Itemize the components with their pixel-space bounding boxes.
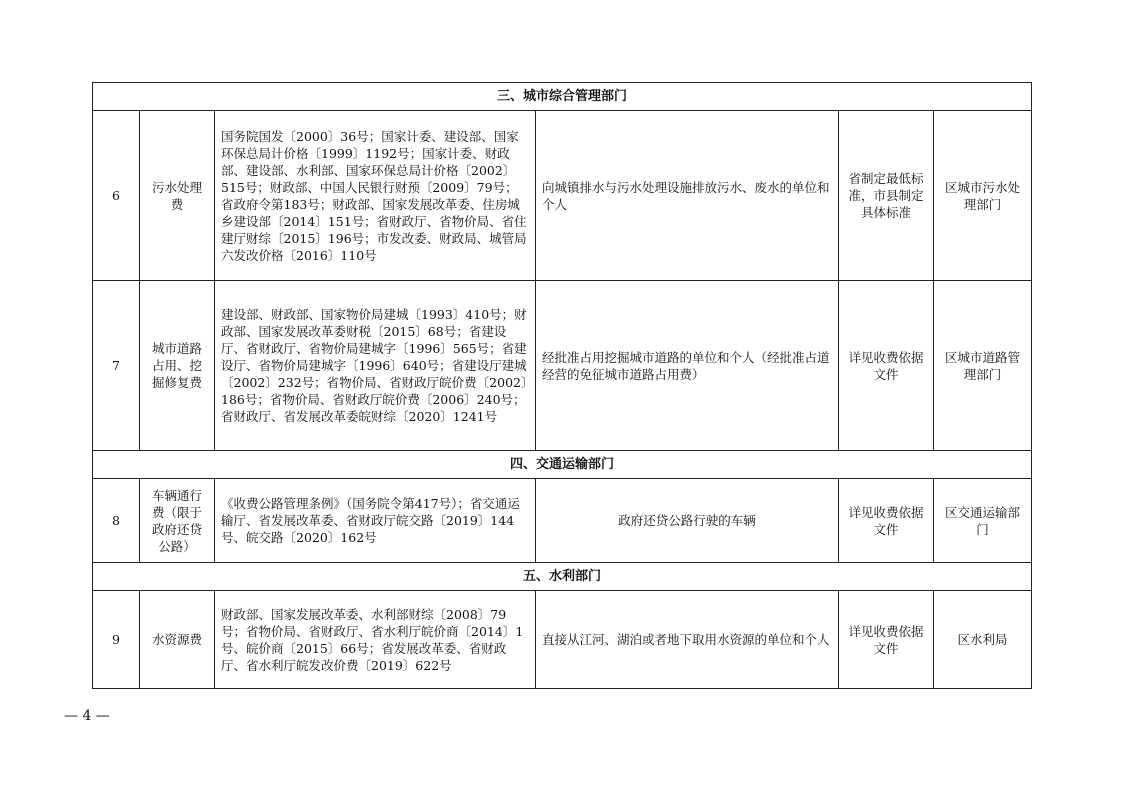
fee-department: 区水利局 — [934, 591, 1032, 689]
fee-standard: 详见收费依据文件 — [839, 479, 934, 563]
fee-department: 区交通运输部门 — [934, 479, 1032, 563]
fee-scope: 直接从江河、湖泊或者地下取用水资源的单位和个人 — [536, 591, 839, 689]
fee-standard: 详见收费依据文件 — [839, 281, 934, 451]
section-row — [93, 563, 1032, 591]
row-number: 6 — [93, 111, 140, 281]
fee-basis: 建设部、财政部、国家物价局建城〔1993〕410号；财政部、国家发展改革委财税〔2015〕68号；省建设厅、省财政厅、省物价局建城字〔1996〕565号；省建设厅、省物价局建城字〔1996〕640号；省建设厅建城〔2002〕232号；省物价局、省财政厅皖价费〔2002〕186号；省物价局、省财政厅皖价费〔2006〕240号；省财政厅、省发展改革委皖财综〔2020〕1241号 — [215, 281, 536, 451]
section-row — [93, 451, 1032, 479]
fee-scope: 向城镇排水与污水处理设施排放污水、废水的单位和个人 — [536, 111, 839, 281]
section-title: 三、城市综合管理部门 — [93, 83, 1032, 111]
table-row — [93, 479, 1032, 563]
fee-basis: 国务院国发〔2000〕36号；国家计委、建设部、国家环保总局计价格〔1999〕1192号；国家计委、财政部、建设部、水利部、国家环保总局计价格〔2002〕515号；财政部、中国人民银行财预〔2009〕79号；省政府令第183号；财政部、国家发展改革委、住房城乡建设部〔2014〕151号；省财政厅、省物价局、省住建厅财综〔2015〕196号；市发改委、财政局、城管局六发改价格〔2016〕110号 — [215, 111, 536, 281]
fee-scope: 经批准占用挖掘城市道路的单位和个人（经批准占道经营的免征城市道路占用费） — [536, 281, 839, 451]
fee-department: 区城市污水处理部门 — [934, 111, 1032, 281]
section-row — [93, 83, 1032, 111]
fee-department: 区城市道路管理部门 — [934, 281, 1032, 451]
page-number: — 4 — — [64, 708, 110, 724]
table-row — [93, 591, 1032, 689]
fee-name: 污水处理费 — [140, 111, 215, 281]
fee-scope: 政府还贷公路行驶的车辆 — [536, 479, 839, 563]
fee-table — [92, 82, 1032, 689]
section-title: 五、水利部门 — [93, 563, 1032, 591]
fee-basis: 财政部、国家发展改革委、水利部财综〔2008〕79号；省物价局、省财政厅、省水利厅皖价商〔2014〕1号、皖价商〔2015〕66号；省发展改革委、省财政厅、省水利厅皖发改价费〔2019〕622号 — [215, 591, 536, 689]
fee-standard: 省制定最低标准，市县制定具体标准 — [839, 111, 934, 281]
row-number: 9 — [93, 591, 140, 689]
fee-name: 车辆通行费（限于政府还贷公路） — [140, 479, 215, 563]
fee-basis: 《收费公路管理条例》（国务院令第417号）；省交通运输厅、省发展改革委、省财政厅皖交路〔2019〕144号、皖交路〔2020〕162号 — [215, 479, 536, 563]
row-number: 8 — [93, 479, 140, 563]
table-row — [93, 281, 1032, 451]
fee-standard: 详见收费依据文件 — [839, 591, 934, 689]
row-number: 7 — [93, 281, 140, 451]
section-title: 四、交通运输部门 — [93, 451, 1032, 479]
fee-name: 城市道路占用、挖掘修复费 — [140, 281, 215, 451]
table-row — [93, 111, 1032, 281]
fee-name: 水资源费 — [140, 591, 215, 689]
